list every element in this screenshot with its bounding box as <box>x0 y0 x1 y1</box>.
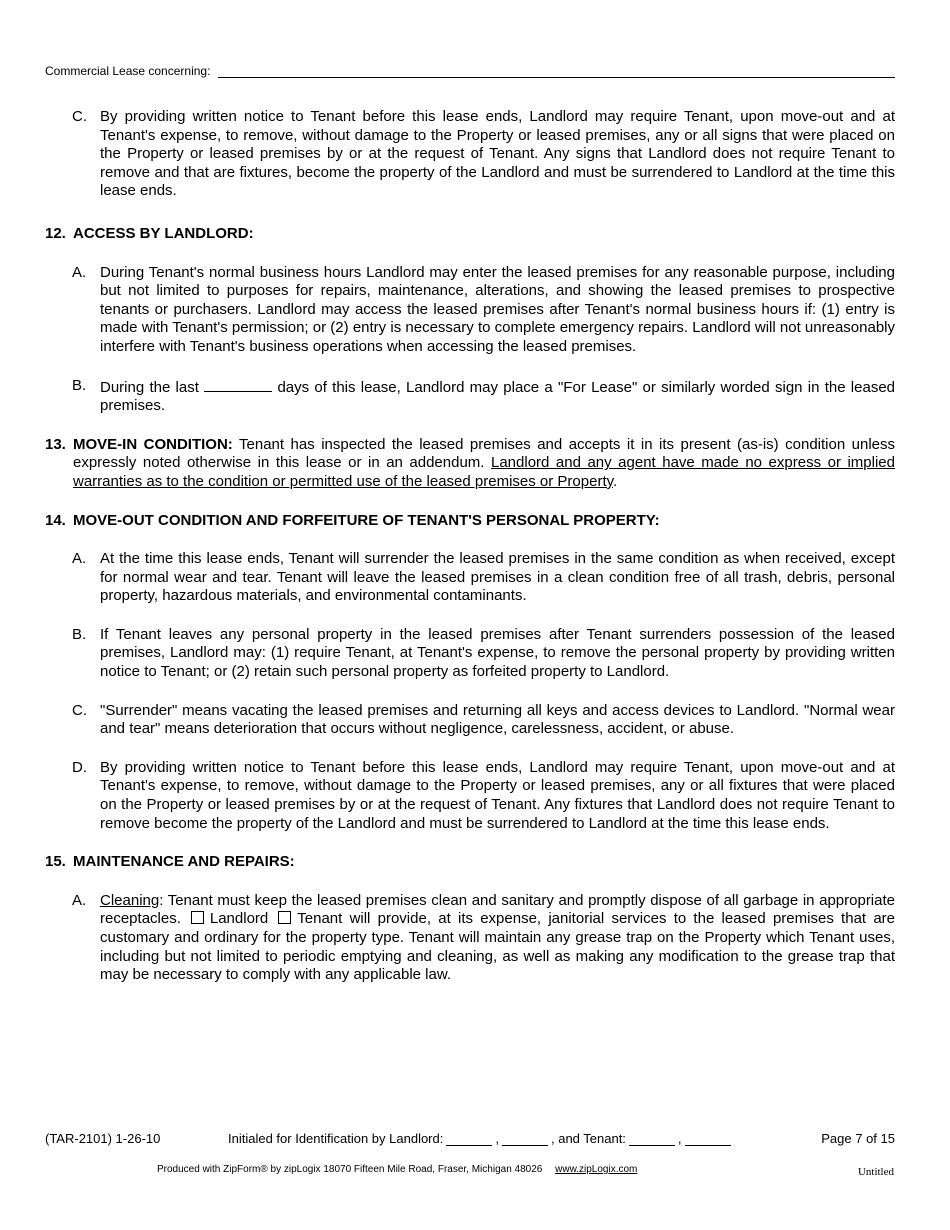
and-tenant-label: , and Tenant: <box>550 1131 626 1146</box>
landlord-checkbox[interactable] <box>191 911 204 924</box>
section-15-a <box>45 892 895 985</box>
item-letter: C. <box>72 108 87 125</box>
item-text-pre: During the last <box>100 378 199 396</box>
item-text <box>100 892 895 985</box>
ziplogix-link[interactable]: www.zipLogix.com <box>555 1164 638 1175</box>
document-name: Untitled <box>857 1166 894 1178</box>
initialed-label: Initialed for Identification by Landlord: <box>228 1131 444 1146</box>
item-text <box>100 377 895 416</box>
tenant-initial-1-field[interactable] <box>629 1133 675 1146</box>
page-footer <box>45 1131 895 1146</box>
initials-row <box>228 1131 821 1146</box>
item-letter: D. <box>72 758 87 776</box>
item-letter: A. <box>72 550 87 568</box>
document-body <box>45 108 895 985</box>
item-letter: A. <box>72 891 87 909</box>
section-title: MOVE-OUT CONDITION AND FORFEITURE OF TENANT'S PERSONAL PROPERTY: <box>73 511 660 529</box>
item-text: By providing written notice to Tenant before this lease ends, Landlord may require Tenant, upon move-out and at Tenant's expense, to remove, without damage to the Property or leased premises, any or all signs that were placed on the Property or leased premises by or at the request of Tenant. Any signs that Landlord does not require Tenant to remove and that are fixtures, become the property of the Landlord and must be surrendered to Landlord at the time this lease ends. <box>100 108 895 200</box>
section-end: . <box>613 472 618 490</box>
form-id: (TAR-2101) 1-26-10 <box>45 1131 161 1146</box>
tenant-initial-2-field[interactable] <box>685 1133 731 1146</box>
page-header <box>45 64 895 78</box>
producer-line <box>157 1164 637 1175</box>
section-title: MAINTENANCE AND REPAIRS: <box>73 853 295 871</box>
item-text-post: days of this lease, Landlord may place a "For Lease" or similarly worded sign in the leased premises. <box>100 378 896 415</box>
section-number: 13. <box>45 435 66 453</box>
producer-text: Produced with ZipForm® by zipLogix 18070 Fifteen Mile Road, Fraser, Michigan 48026 <box>157 1164 543 1175</box>
property-address-field[interactable] <box>218 65 895 78</box>
landlord-initial-2-field[interactable] <box>502 1133 548 1146</box>
item-text: "Surrender" means vacating the leased premises and returning all keys and access devices to Landlord. "Normal wear and tear" means deterioration that occurs without negligence, carelessness, accident, or abuse. <box>100 701 895 738</box>
item-text: By providing written notice to Tenant before this lease ends, Landlord may require Tenant, upon move-out and at Tenant's expense, to remove, without damage to the Property or leased premises, any or all fixtures that were placed on the Property or leased premises by or at the request of Tenant. Any fixtures that Landlord does not require Tenant to remove become the property of the Landlord and must be surrendered to Landlord at the time this lease ends. <box>100 758 895 832</box>
cleaning-label: Cleaning <box>100 891 160 909</box>
item-text: If Tenant leaves any personal property in the leased premises after Tenant surrenders possession of the leased premises, Landlord may: (1) require Tenant, at Tenant's expense, to remove the personal property by providing written notice to Tenant; or (2) retain such personal property as forfeited property to Landlord. <box>100 625 895 681</box>
page-number: Page 7 of 15 <box>821 1131 895 1146</box>
section-14-a <box>45 550 895 606</box>
section-text: Tenant has inspected the leased premises and accepts it in its present (as-is) condition unless expressly noted otherwise in this lease or in an addendum. <box>73 435 896 472</box>
section-14-c <box>45 702 895 739</box>
section-14-d <box>45 759 895 833</box>
landlord-option-label: Landlord <box>209 910 269 928</box>
section-12-a <box>45 264 895 357</box>
section-12-b <box>45 377 895 416</box>
section-body <box>73 436 895 492</box>
header-title: Commercial Lease concerning: <box>45 64 211 78</box>
section-11-c <box>45 108 895 201</box>
section-13 <box>45 436 895 492</box>
item-text: At the time this lease ends, Tenant will surrender the leased premises in the same condition as when received, except for normal wear and tear. Tenant will leave the leased premises in a clean condition free of all trash, debris, personal property, hazardous materials, and environmental contaminants. <box>100 550 895 605</box>
section-15-heading <box>45 853 895 872</box>
tenant-option-label: Tenant <box>297 910 343 928</box>
comma: , <box>495 1131 499 1146</box>
item-text: During Tenant's normal business hours Landlord may enter the leased premises for any reasonable purpose, including but not limited to purposes for repairs, maintenance, alterations, and showing the leased premises to prospective tenants or purchasers. Landlord may access the leased premises after Tenant's normal business hours if: (1) entry is made with Tenant's permission; or (2) entry is necessary to complete emergency repairs. Landlord will not unreasonably interfere with Tenant's business operations when accessing the leased premises. <box>100 263 895 355</box>
section-title: ACCESS BY LANDLORD: <box>73 224 254 242</box>
item-text-2: will provide, at its expense, janitorial services to the leased premises that are customary and ordinary for the property type. Tenant will maintain any grease trap on the Property which Tenant uses, including but not limited to periodic emptying and cleaning, as well as making any modification to the grease trap that may be necessary to comply with any applicable law. <box>100 910 895 984</box>
section-12-heading <box>45 225 895 244</box>
section-number: 15. <box>45 853 66 871</box>
comma: , <box>677 1131 682 1146</box>
item-letter: B. <box>72 625 87 643</box>
section-14-heading <box>45 512 895 531</box>
item-letter: B. <box>72 376 87 394</box>
item-text-1: : Tenant must keep the leased premises clean and sanitary and promptly dispose of all garbage in appropriate receptacles. <box>100 891 895 928</box>
tenant-checkbox[interactable] <box>278 911 291 924</box>
warranty-disclaimer: Landlord and any agent have made no express or implied warranties as to the condition or permitted use of the leased premises or Property <box>73 454 895 490</box>
section-14-b <box>45 626 895 682</box>
section-number: 12. <box>45 224 66 242</box>
days-blank-field[interactable] <box>204 377 272 392</box>
landlord-initial-1-field[interactable] <box>446 1133 492 1146</box>
section-number: 14. <box>45 511 66 529</box>
item-letter: A. <box>72 263 87 281</box>
item-letter: C. <box>72 701 87 719</box>
section-title: MOVE-IN CONDITION: <box>73 435 233 453</box>
